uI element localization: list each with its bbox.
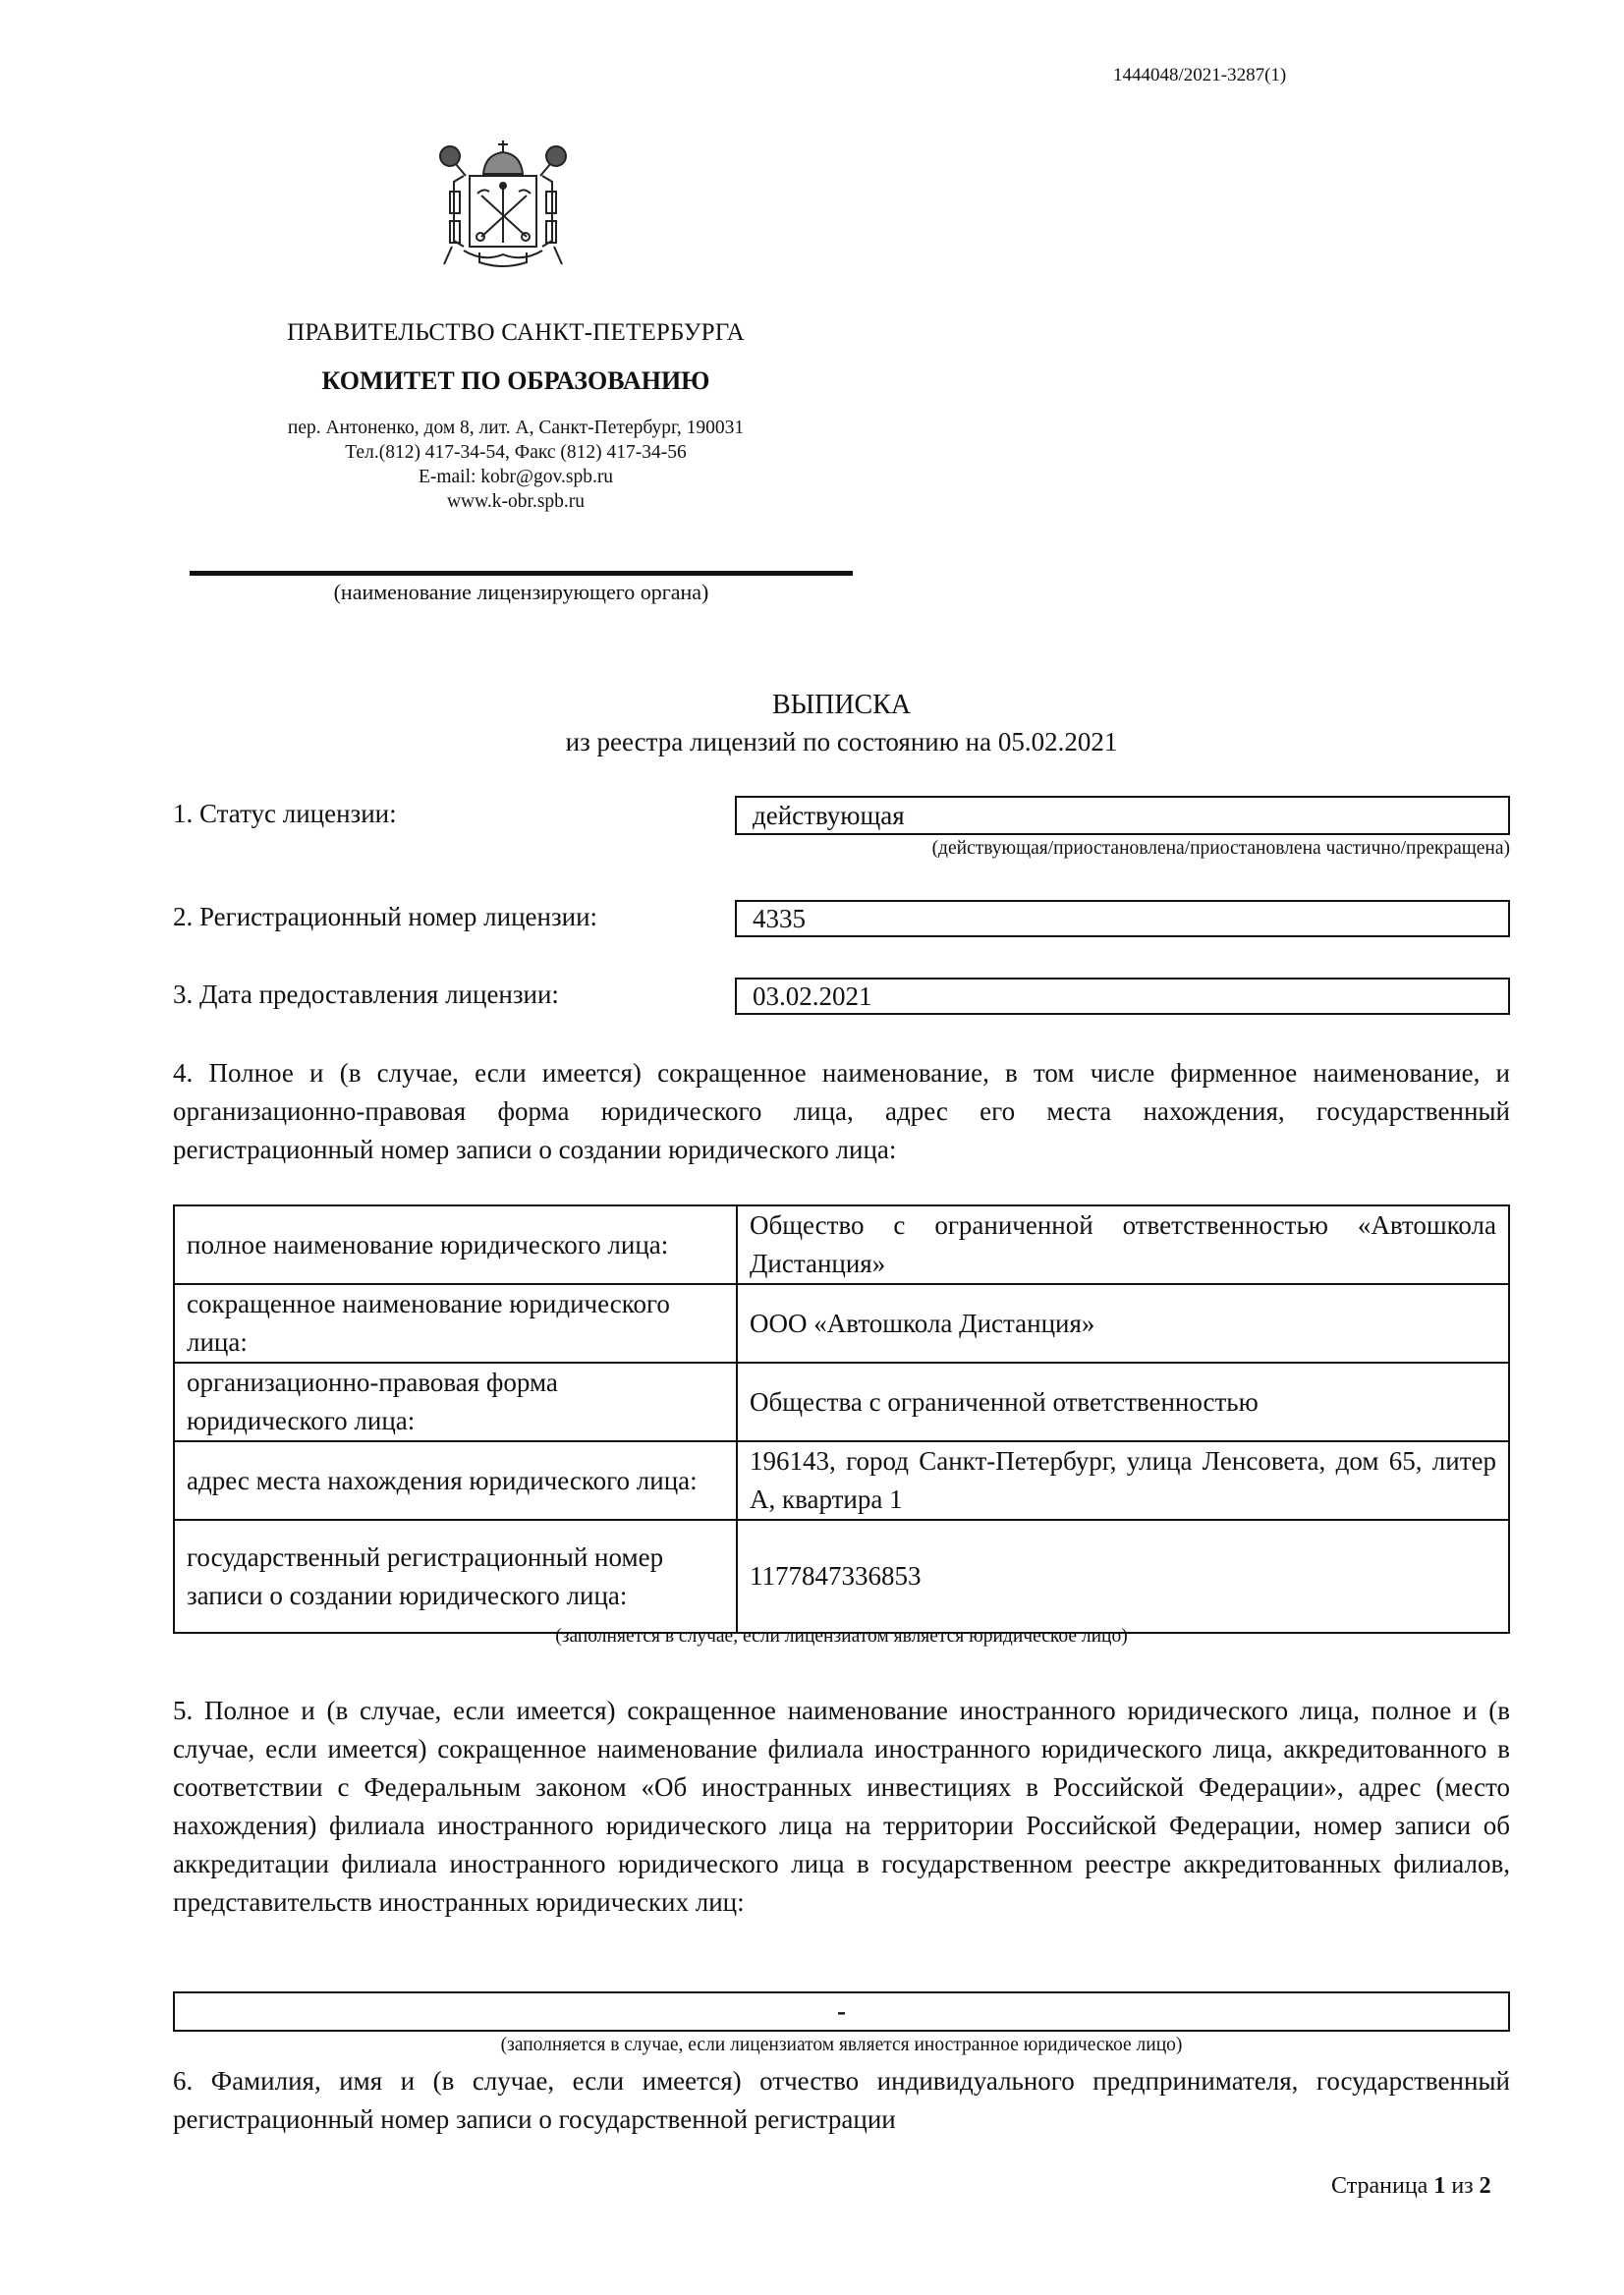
foreign-entity-field — [173, 1991, 1510, 2032]
table-row — [174, 1520, 1509, 1633]
license-number-field — [735, 900, 1510, 937]
table-key: организационно-правовая форма юридического лица: — [174, 1363, 737, 1441]
table-row — [174, 1205, 1509, 1284]
license-status-label: 1. Статус лицензии: — [173, 799, 397, 828]
saint-petersburg-coat-of-arms-icon — [424, 133, 582, 280]
committee-phone-fax: Тел.(812) 417-34-54, Факс (812) 417-34-56 — [345, 442, 687, 463]
foreign-entity-value: - — [837, 1996, 846, 2026]
licensing-body-divider — [190, 571, 853, 576]
committee-name: КОМИТЕТ ПО ОБРАЗОВАНИЮ — [321, 366, 710, 395]
committee-email: E-mail: kobr@gov.spb.ru — [418, 467, 614, 487]
document-title: ВЫПИСКА — [771, 690, 912, 720]
license-number-label: 2. Регистрационный номер лицензии: — [173, 902, 598, 931]
table-row — [174, 1284, 1509, 1363]
page-footer — [1331, 2173, 1491, 2200]
legal-entity-hint: (заполняется в случае, если лицензиатом является юридическое лицо) — [555, 1626, 1128, 1647]
table-value: 196143, город Санкт-Петербург, улица Ленсовета, дом 65, литер А, квартира 1 — [737, 1441, 1509, 1520]
committee-address: пер. Антоненко, дом 8, лит. А, Санкт-Петербург, 190031 — [287, 418, 745, 438]
license-date-field — [735, 978, 1510, 1015]
license-date-value: 03.02.2021 — [753, 980, 872, 1011]
license-number-value: 4335 — [753, 903, 806, 933]
table-row — [174, 1363, 1509, 1441]
table-key: адрес места нахождения юридического лица: — [174, 1441, 737, 1520]
current-page: 1 — [1433, 2173, 1446, 2199]
table-key: государственный регистрационный номер записи о создании юридического лица: — [174, 1520, 737, 1633]
section-5-text: 5. Полное и (в случае, если имеется) сокращенное наименование иностранного юридического лица, полное и (в случае, если имеется) сокращенное наименование филиала иностранного юридического лица, аккредитованного в соответствии с Федеральным законом «Об иностранных инвестициях в Российской Федерации», адрес (место нахождения) филиала иностранного юридического лица на территории Российской Федерации, номер записи об аккредитации филиала иностранного юридического лица в государственном реестре аккредитованных филиалов, представительств иностранных юридических лиц: — [173, 1696, 1510, 1917]
license-date-label: 3. Дата предоставления лицензии: — [173, 980, 559, 1009]
license-status-hint: (действующая/приостановлена/приостановлена частично/прекращена) — [931, 838, 1510, 859]
table-value: Общества с ограниченной ответственностью — [737, 1363, 1509, 1441]
licensing-body-caption: (наименование лицензирующего органа) — [333, 580, 709, 604]
document-number: 1444048/2021-3287(1) — [1113, 65, 1287, 85]
legal-entity-table — [173, 1204, 1510, 1634]
section-4-text: 4. Полное и (в случае, если имеется) сокращенное наименование, в том числе фирменное наименование, и организационно-правовая форма юридического лица, адрес его места нахождения, государственный регистрационный номер записи о создании юридического лица: — [173, 1058, 1510, 1164]
of-word: из — [1451, 2173, 1474, 2199]
total-pages: 2 — [1479, 2173, 1491, 2199]
table-row — [174, 1441, 1509, 1520]
table-key: сокращенное наименование юридического лица: — [174, 1284, 737, 1363]
section-6-text: 6. Фамилия, имя и (в случае, если имеется) отчество индивидуального предпринимателя, государственный регистрационный номер записи о государственной регистрации — [173, 2066, 1510, 2134]
document-subtitle: из реестра лицензий по состоянию на 05.02.2021 — [565, 727, 1118, 756]
license-status-field — [735, 796, 1510, 835]
table-value: 1177847336853 — [737, 1520, 1509, 1633]
page-word: Страница — [1331, 2173, 1428, 2199]
table-value: Общество с ограниченной ответственностью «Автошкола Дистанция» — [737, 1205, 1509, 1284]
committee-website: www.k-obr.spb.ru — [446, 491, 586, 512]
table-value: ООО «Автошкола Дистанция» — [737, 1284, 1509, 1363]
foreign-entity-hint: (заполняется в случае, если лицензиатом является иностранное юридическое лицо) — [500, 2035, 1183, 2055]
table-key: полное наименование юридического лица: — [174, 1205, 737, 1284]
license-status-value: действующая — [753, 800, 905, 830]
government-name: ПРАВИТЕЛЬСТВО САНКТ-ПЕТЕРБУРГА — [287, 319, 745, 346]
